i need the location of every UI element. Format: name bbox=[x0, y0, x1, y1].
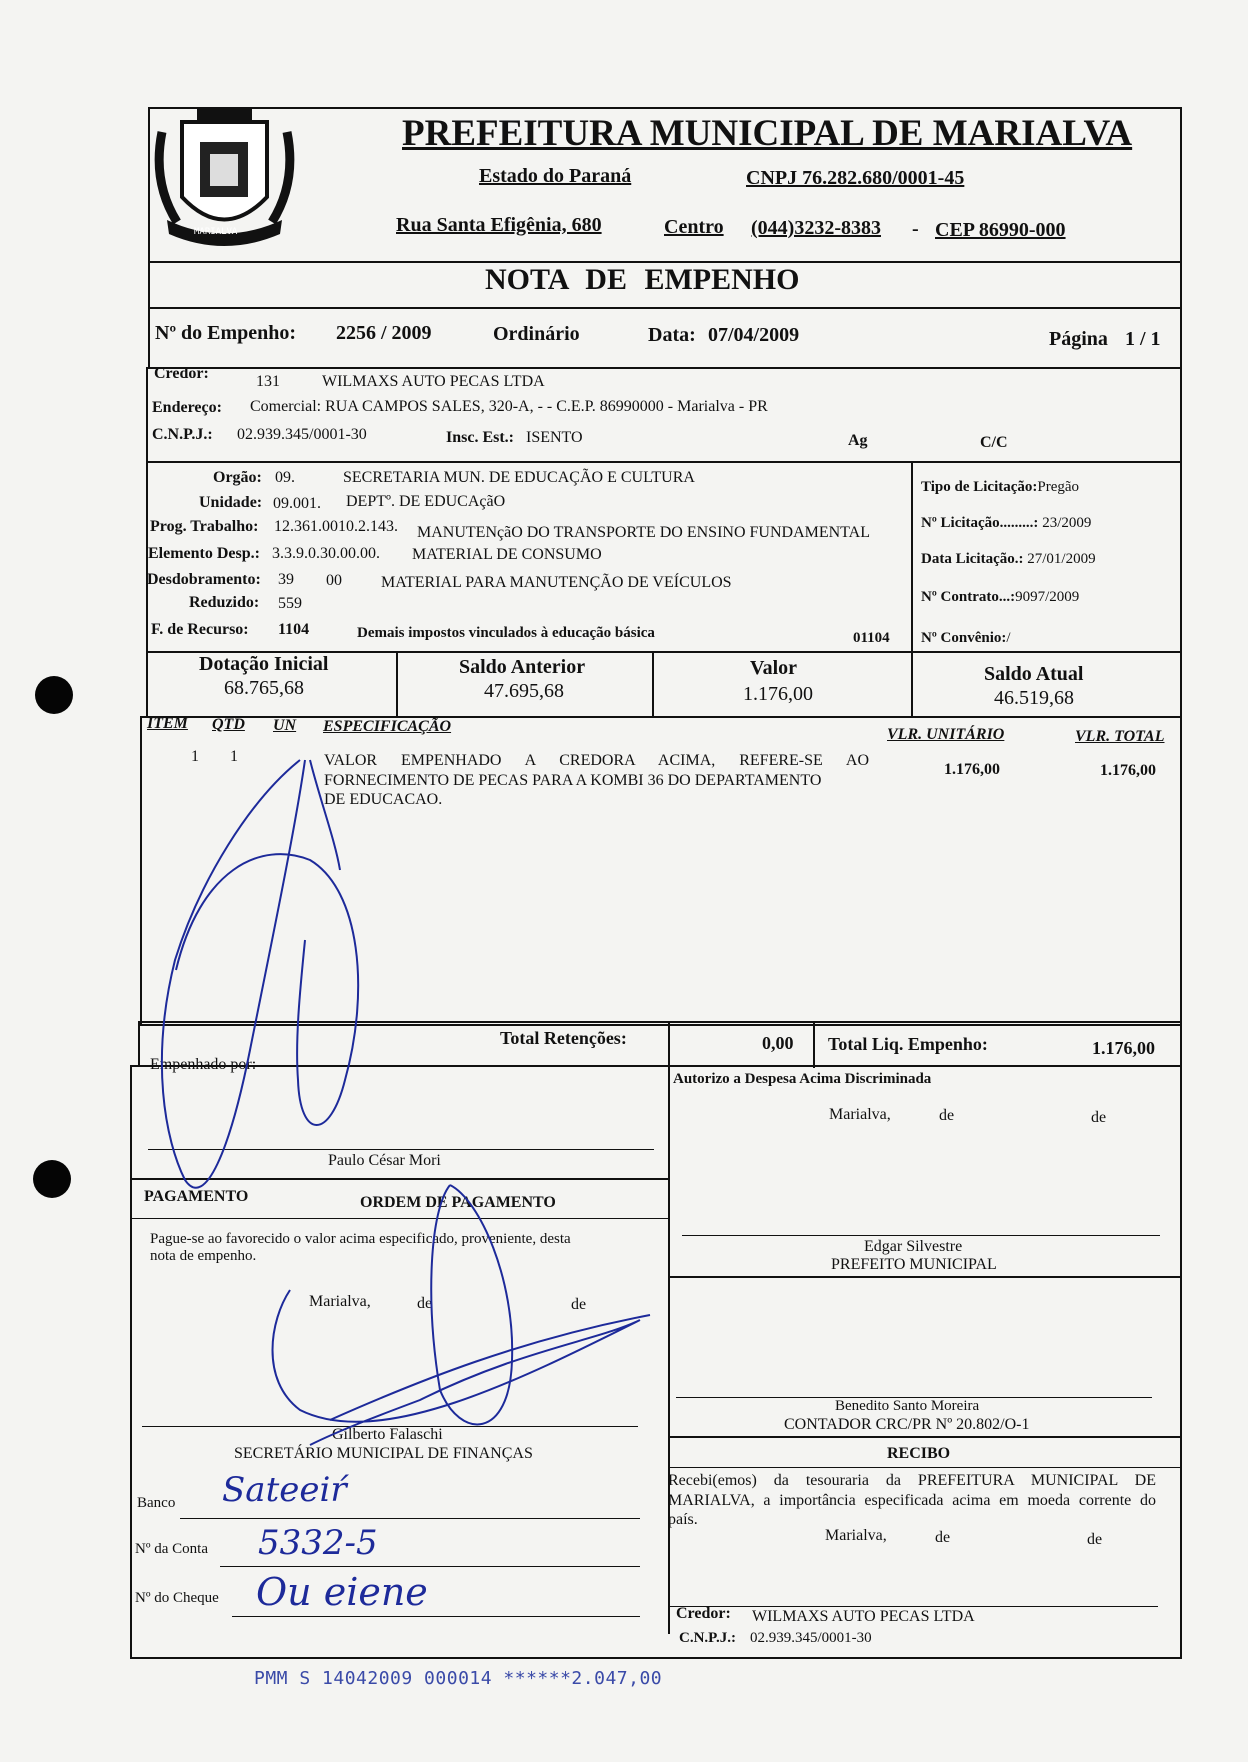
ordem-label: ORDEM DE PAGAMENTO bbox=[360, 1194, 556, 1211]
autorizo-city: Marialva, bbox=[829, 1106, 891, 1123]
pagamento-de2: de bbox=[571, 1296, 587, 1313]
page-label: Página bbox=[1049, 328, 1108, 350]
saldo-anterior-label: Saldo Anterior bbox=[459, 656, 586, 678]
item-number: 1 bbox=[191, 748, 199, 765]
desdob-label: Desdobramento: bbox=[147, 571, 261, 588]
col-item: ITEM bbox=[147, 715, 188, 732]
insc-value: ISENTO bbox=[526, 429, 583, 446]
recibo-line3: país. bbox=[668, 1511, 698, 1528]
orgao-label: Orgão: bbox=[213, 469, 262, 486]
cheque-label: Nº do Cheque bbox=[135, 1590, 219, 1606]
empenhado-name: Paulo César Mori bbox=[328, 1152, 441, 1169]
prog-code: 12.361.0010.2.143. bbox=[274, 518, 398, 535]
footer-stamp: PMM S 14042009 000014 ******2.047,00 bbox=[254, 1668, 663, 1689]
orgao-code: 09. bbox=[275, 469, 295, 486]
licitacao-contrato: Nº Contrato...:9097/2009 bbox=[921, 589, 1080, 605]
credor-code: 131 bbox=[256, 373, 280, 390]
recurso-label: F. de Recurso: bbox=[151, 621, 249, 638]
contador-name: Benedito Santo Moreira bbox=[835, 1398, 980, 1414]
pague-text-2: nota de empenho. bbox=[150, 1248, 257, 1264]
licitacao-data: Data Licitação.: 27/01/2009 bbox=[921, 551, 1096, 567]
recibo-line2: MARIALVA, a importância especificada acima em moeda corrente do bbox=[668, 1492, 1156, 1509]
municipal-crest bbox=[152, 102, 297, 252]
credor-cnpj: 02.939.345/0001-30 bbox=[237, 426, 367, 443]
reduzido-value: 559 bbox=[278, 595, 302, 612]
prefeito-name: Edgar Silvestre bbox=[864, 1238, 963, 1255]
punch-hole bbox=[33, 1160, 71, 1198]
recibo-credor-name: WILMAXS AUTO PECAS LTDA bbox=[752, 1608, 975, 1625]
secretario-name: Gilberto Falaschi bbox=[332, 1426, 443, 1443]
col-total: VLR. TOTAL bbox=[1075, 728, 1165, 745]
credor-cnpj-label: C.N.P.J.: bbox=[152, 426, 213, 443]
autorizo-de1: de bbox=[939, 1107, 955, 1124]
recibo-credor-label: Credor: bbox=[676, 1605, 731, 1622]
recibo-cnpj-label: C.N.P.J.: bbox=[679, 1630, 736, 1646]
page-title: PREFEITURA MUNICIPAL DE MARIALVA bbox=[402, 113, 1133, 154]
empenho-number: 2256 / 2009 bbox=[336, 322, 432, 344]
recibo-de1: de bbox=[935, 1529, 951, 1546]
col-unit: VLR. UNITÁRIO bbox=[887, 726, 1005, 743]
dotacao-label: Dotação Inicial bbox=[199, 653, 329, 675]
state-name: Estado do Paraná bbox=[479, 165, 632, 187]
secretario-title: SECRETÁRIO MUNICIPAL DE FINANÇAS bbox=[234, 1445, 533, 1462]
pagamento-de1: de bbox=[417, 1295, 433, 1312]
desdob-a: 39 bbox=[278, 571, 294, 588]
unidade-desc: DEPTº. DE EDUCAçãO bbox=[346, 493, 506, 510]
saldo-atual-value: 46.519,68 bbox=[994, 687, 1074, 709]
prog-desc: MANUTENçãO DO TRANSPORTE DO ENSINO FUNDAMENTAL bbox=[417, 524, 870, 541]
orgao-desc: SECRETARIA MUN. DE EDUCAÇÃO E CULTURA bbox=[343, 469, 695, 486]
crest-text: MARIALVA bbox=[194, 227, 238, 237]
col-qtd: QTD bbox=[212, 716, 245, 733]
doc-title: NOTA DE EMPENHO bbox=[485, 263, 800, 296]
licitacao-numero: Nº Licitação.........: 23/2009 bbox=[921, 515, 1092, 531]
unidade-label: Unidade: bbox=[199, 494, 263, 511]
banco-label: Banco bbox=[137, 1495, 176, 1511]
licitacao-convenio: Nº Convênio:/ bbox=[921, 630, 1011, 646]
conta-value: 5332-5 bbox=[258, 1523, 378, 1563]
page-number: 1 / 1 bbox=[1125, 328, 1161, 350]
retencoes-value: 0,00 bbox=[762, 1033, 794, 1053]
empenho-number-label: Nº do Empenho: bbox=[155, 322, 297, 344]
empenhado-label: Empenhado por: bbox=[150, 1056, 257, 1073]
recurso-desc: Demais impostos vinculados à educação básica bbox=[357, 625, 655, 641]
banco-value: Sateeiŕ bbox=[222, 1470, 347, 1510]
recibo-line1: Recebi(emos) da tesouraria da PREFEITURA MUNICIPAL DE bbox=[668, 1472, 1156, 1489]
saldo-atual-label: Saldo Atual bbox=[984, 663, 1084, 685]
valor-value: 1.176,00 bbox=[743, 683, 813, 705]
address-label: Endereço: bbox=[152, 399, 222, 416]
header-cep: CEP 86990-000 bbox=[935, 219, 1066, 241]
autorizo-de2: de bbox=[1091, 1109, 1107, 1126]
cheque-value: Ou eiene bbox=[256, 1570, 428, 1614]
insc-label: Insc. Est.: bbox=[446, 429, 515, 446]
elemento-label: Elemento Desp.: bbox=[148, 545, 260, 562]
empenho-type: Ordinário bbox=[493, 323, 580, 345]
valor-label: Valor bbox=[750, 657, 798, 679]
item-unit-value: 1.176,00 bbox=[944, 761, 1000, 778]
recibo-title: RECIBO bbox=[887, 1445, 951, 1462]
pagamento-label: PAGAMENTO bbox=[144, 1188, 249, 1205]
unidade-code: 09.001. bbox=[273, 495, 321, 512]
empenho-date: 07/04/2009 bbox=[708, 324, 800, 346]
credor-address: Comercial: RUA CAMPOS SALES, 320-A, - - C.E.P. 86990000 - Marialva - PR bbox=[250, 398, 768, 415]
item-qtd: 1 bbox=[230, 748, 238, 765]
credor-label: Credor: bbox=[154, 365, 209, 382]
col-un: UN bbox=[273, 717, 297, 734]
desdob-desc: MATERIAL PARA MANUTENÇÃO DE VEÍCULOS bbox=[381, 574, 732, 591]
recibo-city: Marialva, bbox=[825, 1527, 887, 1544]
dotacao-value: 68.765,68 bbox=[224, 677, 304, 699]
empenho-date-label: Data: bbox=[648, 324, 696, 346]
col-spec: ESPECIFICAÇÃO bbox=[323, 718, 452, 735]
reduzido-label: Reduzido: bbox=[189, 594, 260, 611]
prefeito-title: PREFEITO MUNICIPAL bbox=[831, 1256, 997, 1273]
recurso-full-code: 01104 bbox=[853, 630, 890, 646]
elemento-code: 3.3.9.0.30.00.00. bbox=[272, 545, 380, 562]
liquido-label: Total Liq. Empenho: bbox=[828, 1034, 988, 1054]
autorizo-text: Autorizo a Despesa Acima Discriminada bbox=[673, 1071, 932, 1087]
desdob-b: 00 bbox=[326, 572, 342, 589]
header-dash: - bbox=[912, 218, 919, 240]
recurso-code: 1104 bbox=[278, 621, 310, 638]
item-spec-line2: FORNECIMENTO DE PECAS PARA A KOMBI 36 DO DEPARTAMENTO bbox=[324, 772, 822, 789]
contador-title: CONTADOR CRC/PR Nº 20.802/O-1 bbox=[784, 1416, 1030, 1433]
pagamento-city: Marialva, bbox=[309, 1293, 371, 1310]
item-spec-line3: DE EDUCACAO. bbox=[324, 791, 443, 808]
licitacao-tipo: Tipo de Licitação:Pregão bbox=[921, 479, 1080, 495]
totals-row bbox=[138, 1021, 1182, 1067]
conta-label: Nº da Conta bbox=[135, 1541, 208, 1557]
saldo-anterior-value: 47.695,68 bbox=[484, 680, 564, 702]
item-spec-line1: VALOR EMPENHADO A CREDORA ACIMA, REFERE-SE AO bbox=[324, 752, 869, 769]
prog-label: Prog. Trabalho: bbox=[150, 518, 259, 535]
ag-label: Ag bbox=[848, 432, 868, 449]
header-district: Centro bbox=[664, 216, 724, 238]
punch-hole bbox=[35, 676, 73, 714]
header-phone: (044)3232-8383 bbox=[751, 217, 881, 239]
recibo-de2: de bbox=[1087, 1531, 1103, 1548]
credor-name: WILMAXS AUTO PECAS LTDA bbox=[322, 373, 545, 390]
retencoes-label: Total Retenções: bbox=[500, 1028, 627, 1048]
elemento-desc: MATERIAL DE CONSUMO bbox=[412, 546, 602, 563]
recibo-cnpj: 02.939.345/0001-30 bbox=[750, 1630, 872, 1646]
pague-text-1: Pague-se ao favorecido o valor acima especificado, proveniente, desta bbox=[150, 1231, 571, 1247]
cc-label: C/C bbox=[980, 434, 1008, 451]
item-total-value: 1.176,00 bbox=[1100, 762, 1156, 779]
header-street: Rua Santa Efigênia, 680 bbox=[396, 214, 602, 236]
header-cnpj: CNPJ 76.282.680/0001-45 bbox=[746, 167, 965, 189]
liquido-value: 1.176,00 bbox=[1092, 1038, 1155, 1058]
